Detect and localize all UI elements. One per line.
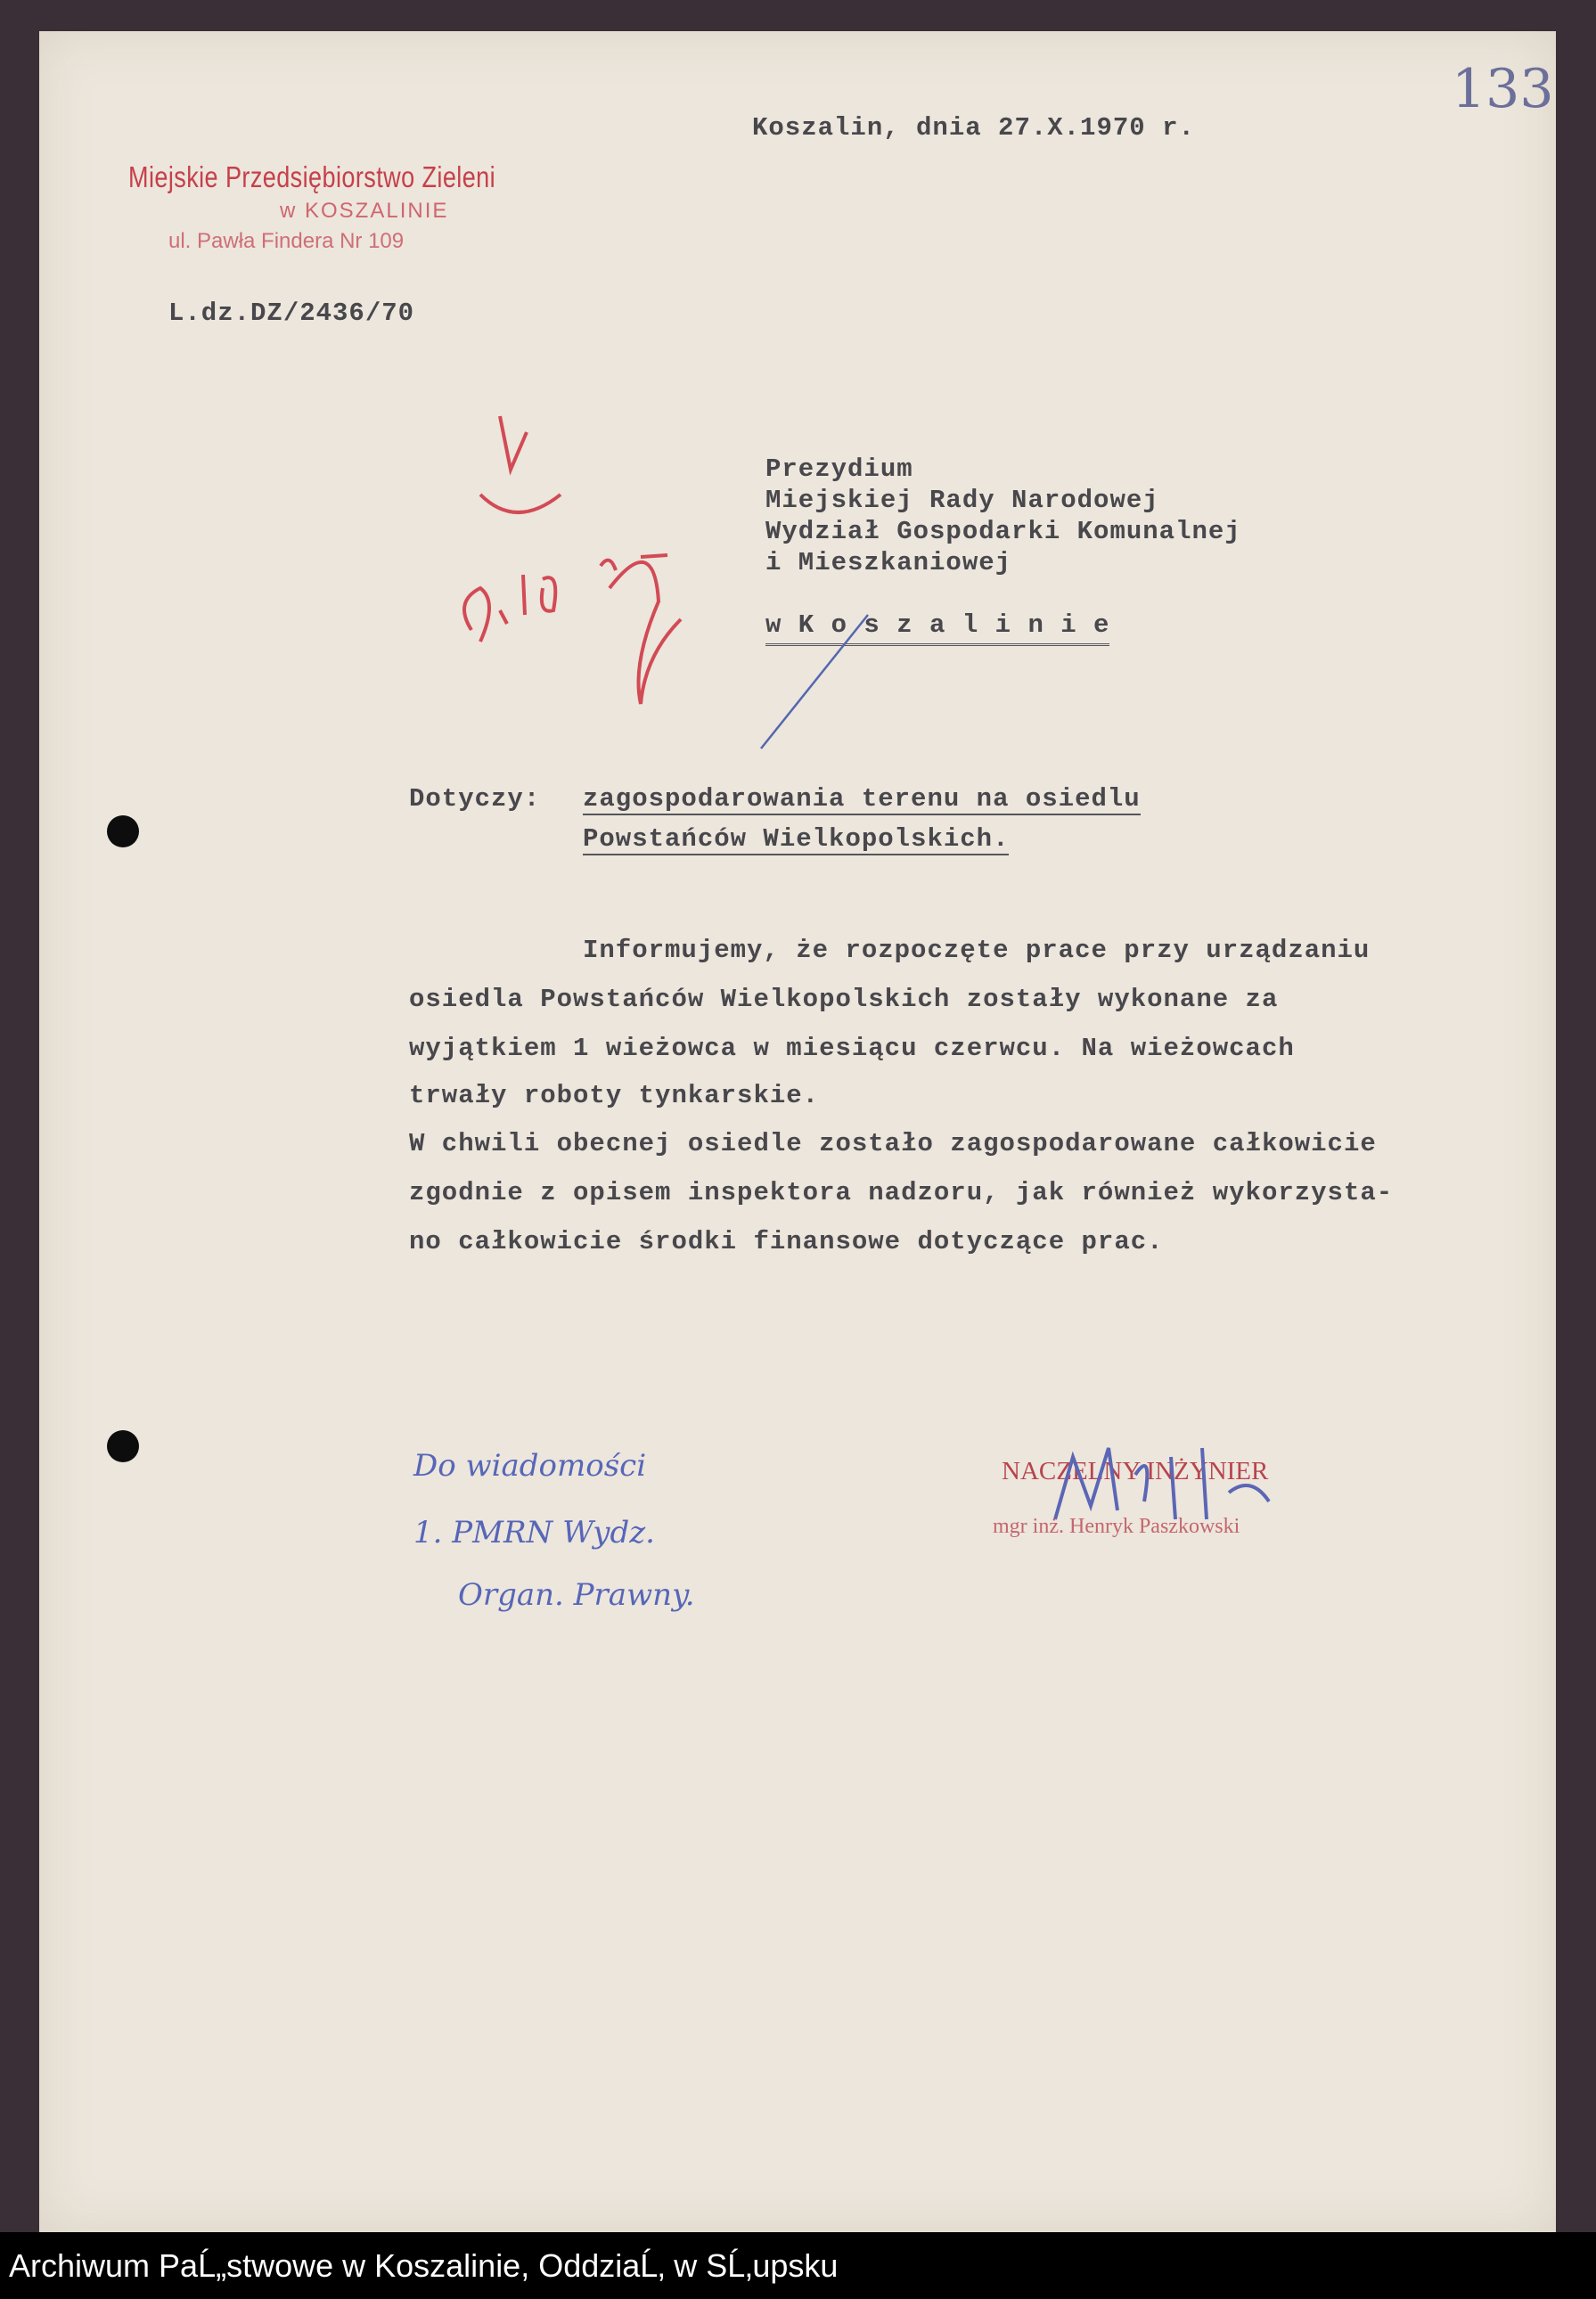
blue-pencil-stroke [734,601,895,762]
addressee-city: w K o s z a l i n i e [765,610,1109,646]
cc-item1-line1: 1. PMRN Wydz. [413,1515,655,1550]
document-sheet [39,31,1556,2232]
addressee-line4: i Mieszkaniowej [765,548,1012,577]
addressee-line2: Miejskiej Rady Narodowej [765,486,1159,515]
place-date: Koszalin, dnia 27.X.1970 r. [752,113,1195,143]
body-line-7: no całkowicie środki finansowe dotyczące prac. [409,1227,1164,1256]
cc-item1-line2: Organ. Prawny. [458,1577,695,1613]
subject-label: Dotyczy: [409,784,541,814]
red-handwritten-annotation [418,397,694,735]
reference-number: L.dz.DZ/2436/70 [168,299,415,328]
signature-title: NACZELNY INŻYNIER [1002,1457,1269,1485]
body-line-3: wyjątkiem 1 wieżowca w miesiącu czerwcu. Na wieżowcach [409,1034,1295,1063]
signature-name: mgr inż. Henryk Paszkowski [993,1515,1240,1538]
body-line-4: trwały roboty tynkarskie. [409,1081,820,1110]
letterhead-stamp-line3: ul. Pawła Findera Nr 109 [168,229,405,253]
body-line-5: W chwili obecnej osiedle zostało zagospodarowane całkowicie [409,1129,1377,1158]
page-number: 133 [1452,58,1554,120]
punch-hole-bottom [107,1430,139,1462]
letterhead-stamp-line2: w KOSZALINIE [280,199,449,223]
addressee-line1: Prezydium [765,454,913,484]
body-line-2: osiedla Powstańców Wielkopolskich zostały wykonane za [409,985,1279,1014]
body-line-6: zgodnie z opisem inspektora nadzoru, jak również wykorzysta- [409,1178,1394,1207]
body-line-1: Informujemy, że rozpoczęte prace przy urządzaniu [583,936,1371,965]
archive-footer: Archiwum PaĹ„stwowe w Koszalinie, OddziaĹ‚ w SĹ‚upsku [0,2232,1596,2299]
addressee-line3: Wydział Gospodarki Komunalnej [765,517,1241,546]
cc-heading: Do wiadomości [413,1448,647,1484]
subject-line1: zagospodarowania terenu na osiedlu [583,784,1141,814]
punch-hole-top [107,815,139,847]
letterhead-stamp-line1: Miejskie Przedsiębiorstwo Zieleni [128,160,496,193]
subject-line2: Powstańców Wielkopolskich. [583,824,1010,854]
